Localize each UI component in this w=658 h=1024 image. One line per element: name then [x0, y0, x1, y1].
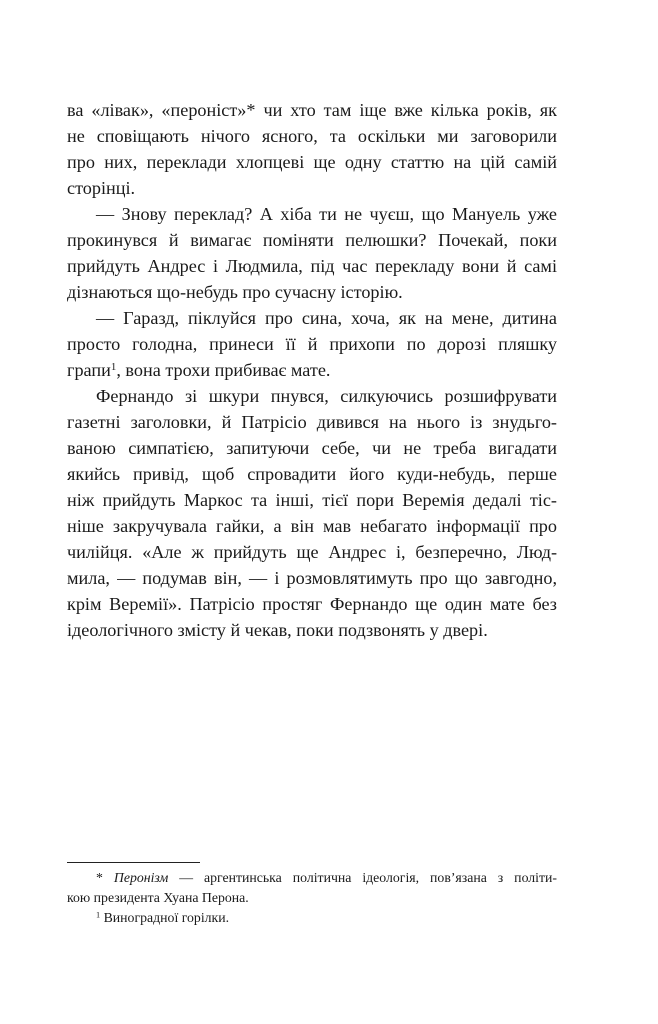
text-line: не сповіщають нічого ясного, та оскільки ми заговорили [67, 126, 557, 146]
footnote-text: Виноградної горілки. [100, 910, 230, 925]
text-line: — Знову переклад? А хіба ти не чуєш, що Мануель уже [96, 204, 557, 224]
text-line: крім Веремії». Патрісіо простяг Фернандо ще один мате без [67, 594, 557, 614]
text-line: ідеологічного змісту й чекав, поки подзвонять у двері. [67, 620, 488, 640]
text-line: ваною симпатією, запитуючи себе, чи не треба вигадати [67, 438, 557, 458]
text-line: сторінці. [67, 178, 136, 198]
text-line: дізнаються що-небудь про сучасну історію. [67, 282, 403, 302]
footnote-marker: * [96, 870, 103, 885]
footnote-text: — аргентинська політична ідеологія, пов’язана з політи- [168, 870, 558, 885]
footnote-marker: 1 [96, 910, 101, 920]
text-line: якийсь привід, щоб спровадити його куди-небудь, перше [67, 464, 557, 484]
footnote-divider [67, 862, 200, 863]
text-line: газетні заголовки, й Патрісіо дивився на нього із знудьго- [67, 412, 557, 432]
text-line: прийдуть Андрес і Людмила, під час перекладу вони й самі [67, 256, 557, 276]
text-line: мила, — подумав він, — і розмовлятимуть про що завгодно, [67, 568, 557, 588]
text-line: прокинувся й вимагає поміняти пелюшки? Почекай, поки [67, 230, 557, 250]
text-line [67, 357, 557, 383]
text-line: про них, переклади хлопцеві ще одну статтю на цій самій [67, 152, 557, 172]
text-line: ніж прийдуть Маркос та інші, тієї пори Веремія дедалі тіс- [67, 490, 557, 510]
text-line: — Гаразд, піклуйся про сина, хоча, як на мене, дитина [96, 308, 557, 328]
text-fragment: грапи [67, 360, 111, 380]
text-line: ніше закручувала гайки, а він мав небагато інформації про [67, 516, 557, 536]
footnote-line: кою президента Хуана Перона. [67, 890, 249, 905]
text-line: ва «лівак», «пероніст»* чи хто там іще вже кілька років, як [67, 100, 557, 120]
footnote-ref: 1 [110, 361, 117, 373]
footnote-line [96, 867, 557, 888]
footnote-term: Перонізм [113, 870, 169, 885]
footnote-line [96, 907, 557, 928]
text-fragment: , вона трохи прибиває мате. [116, 360, 331, 380]
text-line: просто голодна, принеси її й прихопи по дорозі пляшку [67, 334, 557, 354]
text-line: чилійця. «Але ж прийдуть ще Андрес і, безперечно, Люд- [67, 542, 557, 562]
text-line: Фернандо зі шкури пнувся, силкуючись розшифрувати [96, 386, 557, 406]
